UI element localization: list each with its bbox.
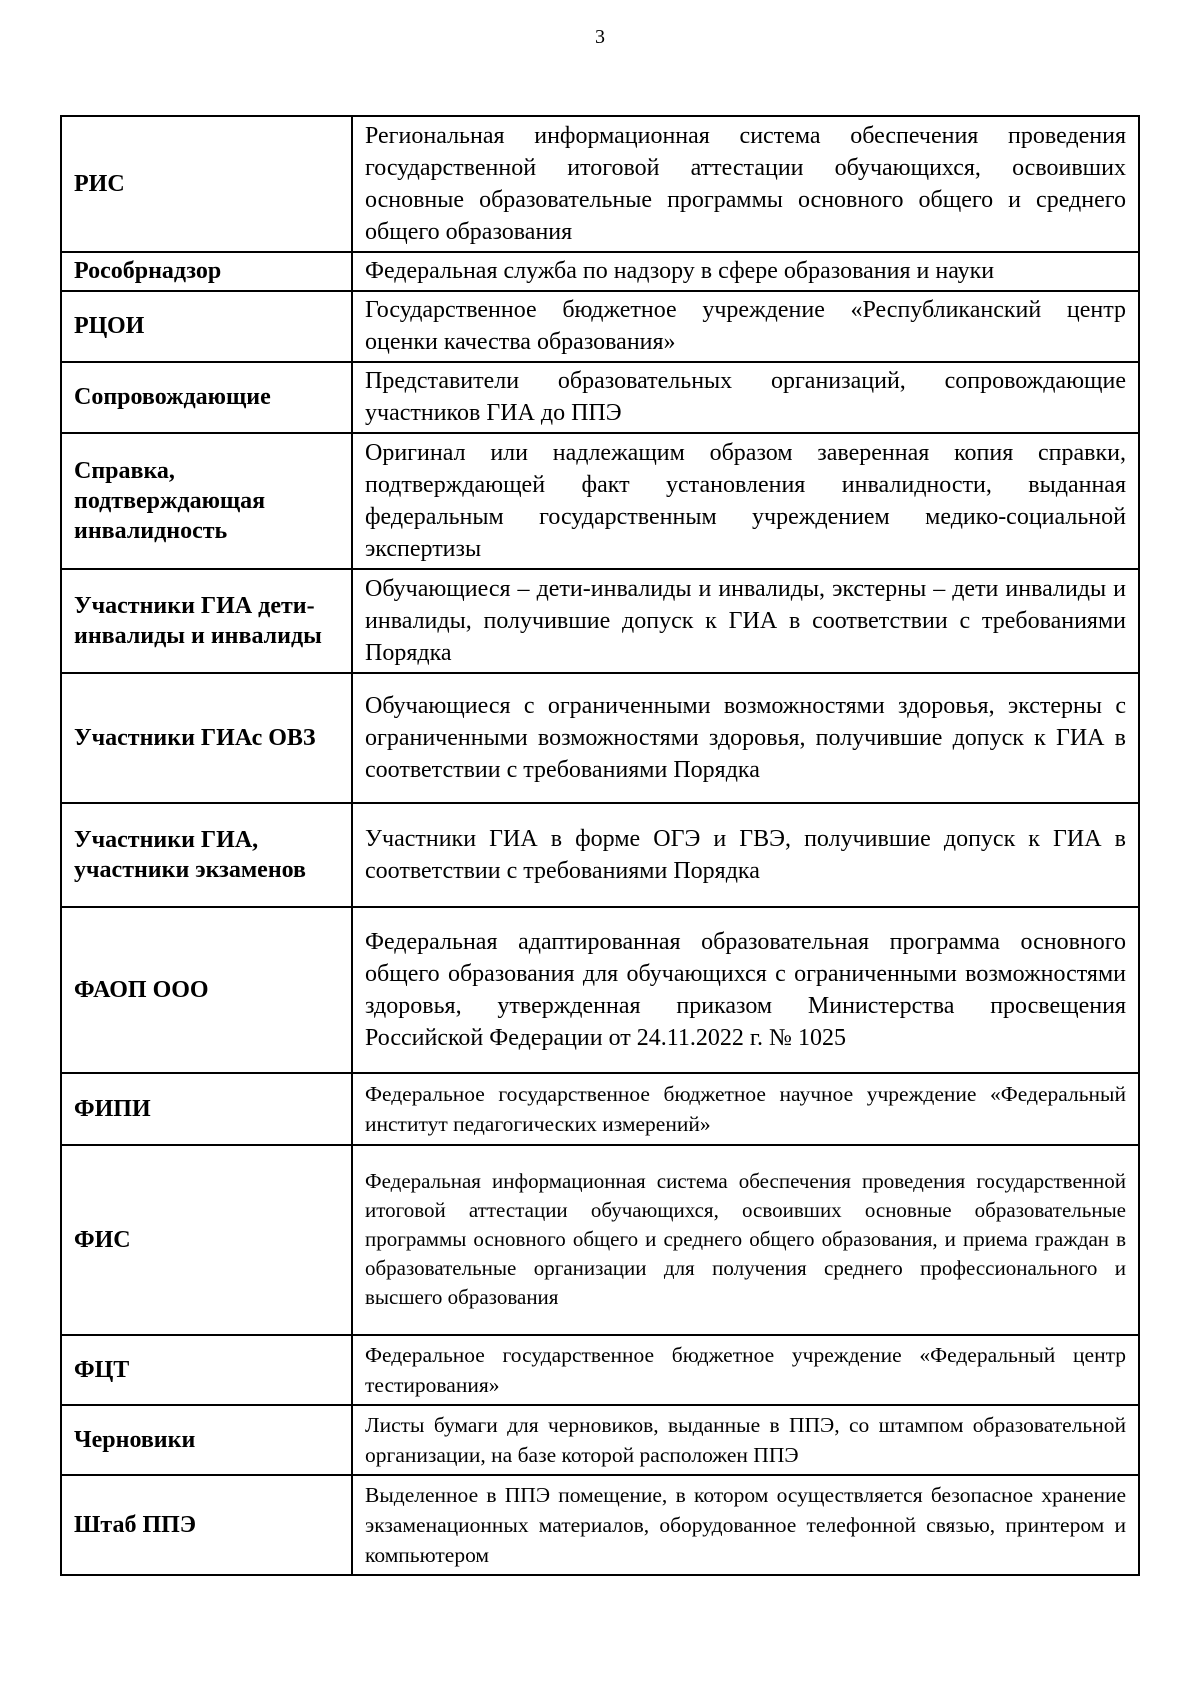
definition-text: Обучающиеся с ограниченными возможностями здоровья, экстерны с ограниченными возможностями здоровья, получившие допуск к ГИА в соответствии с требованиями Порядка <box>365 692 1126 783</box>
definition-cell <box>352 1335 1139 1405</box>
term-cell <box>61 569 352 673</box>
definition-cell <box>352 1073 1139 1145</box>
definition-text: Федеральная адаптированная образовательная программа основного общего образования для обучающихся с ограниченными возможностями здоровья, утвержденная приказом Министерства просвещения Российской Федерации от 24.11.2022 г. № 1025 <box>365 928 1126 1051</box>
term-cell <box>61 673 352 803</box>
term-cell <box>61 362 352 433</box>
table-row <box>61 1475 1139 1575</box>
term-text: ФИС <box>74 1226 131 1253</box>
term-cell <box>61 291 352 362</box>
term-cell <box>61 433 352 569</box>
term-text: Штаб ППЭ <box>74 1511 197 1538</box>
definition-text: Представители образовательных организаций, сопровождающие участников ГИА до ППЭ <box>365 368 1126 426</box>
definition-text: Федеральное государственное бюджетное научное учреждение «Федеральный институт педагогических измерений» <box>365 1081 1126 1136</box>
definition-text: Государственное бюджетное учреждение «Республиканский центр оценки качества образования» <box>365 297 1126 355</box>
definition-text: Обучающиеся – дети-инвалиды и инвалиды, экстерны – дети инвалиды и инвалиды, получившие допуск к ГИА в соответствии с требованиями Порядка <box>365 575 1126 666</box>
term-cell <box>61 252 352 291</box>
definition-text: Региональная информационная система обеспечения проведения государственной итоговой аттестации обучающихся, освоивших основные образовательные программы основного общего и среднего общего образования <box>365 122 1126 245</box>
term-cell <box>61 1475 352 1575</box>
table-row <box>61 433 1139 569</box>
definition-text: Федеральная служба по надзору в сфере образования и науки <box>365 258 995 284</box>
definition-text: Листы бумаги для черновиков, выданные в ППЭ, со штампом образовательной организации, на базе которой расположен ППЭ <box>365 1412 1126 1467</box>
definition-cell <box>352 252 1139 291</box>
definition-cell <box>352 116 1139 252</box>
definition-cell <box>352 803 1139 907</box>
term-text: Участники ГИА, участники экзаменов <box>74 826 307 883</box>
definition-text: Оригинал или надлежащим образом заверенная копия справки, подтверждающей факт установления инвалидности, выданная федеральным государственным учреждением медико-социальной экспертизы <box>365 439 1126 562</box>
term-text: Участники ГИА дети-инвалиды и инвалиды <box>74 592 322 649</box>
table-row <box>61 803 1139 907</box>
table-row <box>61 291 1139 362</box>
term-cell <box>61 803 352 907</box>
definition-text: Участники ГИА в форме ОГЭ и ГВЭ, получившие допуск к ГИА в соответствии с требованиями Порядка <box>365 825 1126 884</box>
glossary-table <box>60 115 1140 1576</box>
definition-cell <box>352 1145 1139 1335</box>
definition-text: Федеральная информационная система обеспечения проведения государственной итоговой аттестации обучающихся, освоивших основные образовательные программы основного общего и среднего общего образования, и приема граждан в образовательные организации для получения среднего профессионального и высшего образования <box>365 1169 1126 1309</box>
table-row <box>61 362 1139 433</box>
term-cell <box>61 907 352 1073</box>
term-text: Участники ГИАс ОВЗ <box>74 724 316 751</box>
term-text: ФАОП ООО <box>74 976 209 1003</box>
definition-cell <box>352 569 1139 673</box>
term-cell <box>61 1405 352 1475</box>
term-text: РИС <box>74 170 125 197</box>
term-text: Черновики <box>74 1426 196 1453</box>
definition-text: Федеральное государственное бюджетное учреждение «Федеральный центр тестирования» <box>365 1342 1126 1397</box>
table-row <box>61 569 1139 673</box>
definition-text: Выделенное в ППЭ помещение, в котором осуществляется безопасное хранение экзаменационных материалов, оборудованное телефонной связью, принтером и компьютером <box>365 1482 1126 1567</box>
table-row <box>61 907 1139 1073</box>
term-text: Справка, подтверждающая инвалидность <box>74 457 266 544</box>
definition-cell <box>352 291 1139 362</box>
definition-cell <box>352 907 1139 1073</box>
table-row <box>61 1335 1139 1405</box>
term-text: ФИПИ <box>74 1095 151 1122</box>
term-cell <box>61 1145 352 1335</box>
definition-cell <box>352 362 1139 433</box>
table-row <box>61 673 1139 803</box>
definition-cell <box>352 433 1139 569</box>
term-cell <box>61 1073 352 1145</box>
term-text: ФЦТ <box>74 1356 130 1383</box>
term-text: Рособрнадзор <box>74 258 222 284</box>
term-cell <box>61 1335 352 1405</box>
table-row <box>61 1405 1139 1475</box>
table-row <box>61 1073 1139 1145</box>
table-row <box>61 116 1139 252</box>
page-number: 3 <box>595 26 605 48</box>
table-row <box>61 252 1139 291</box>
term-text: РЦОИ <box>74 313 145 339</box>
definition-cell <box>352 673 1139 803</box>
definition-cell <box>352 1475 1139 1575</box>
term-cell <box>61 116 352 252</box>
definition-cell <box>352 1405 1139 1475</box>
term-text: Сопровождающие <box>74 384 271 410</box>
table-row <box>61 1145 1139 1335</box>
